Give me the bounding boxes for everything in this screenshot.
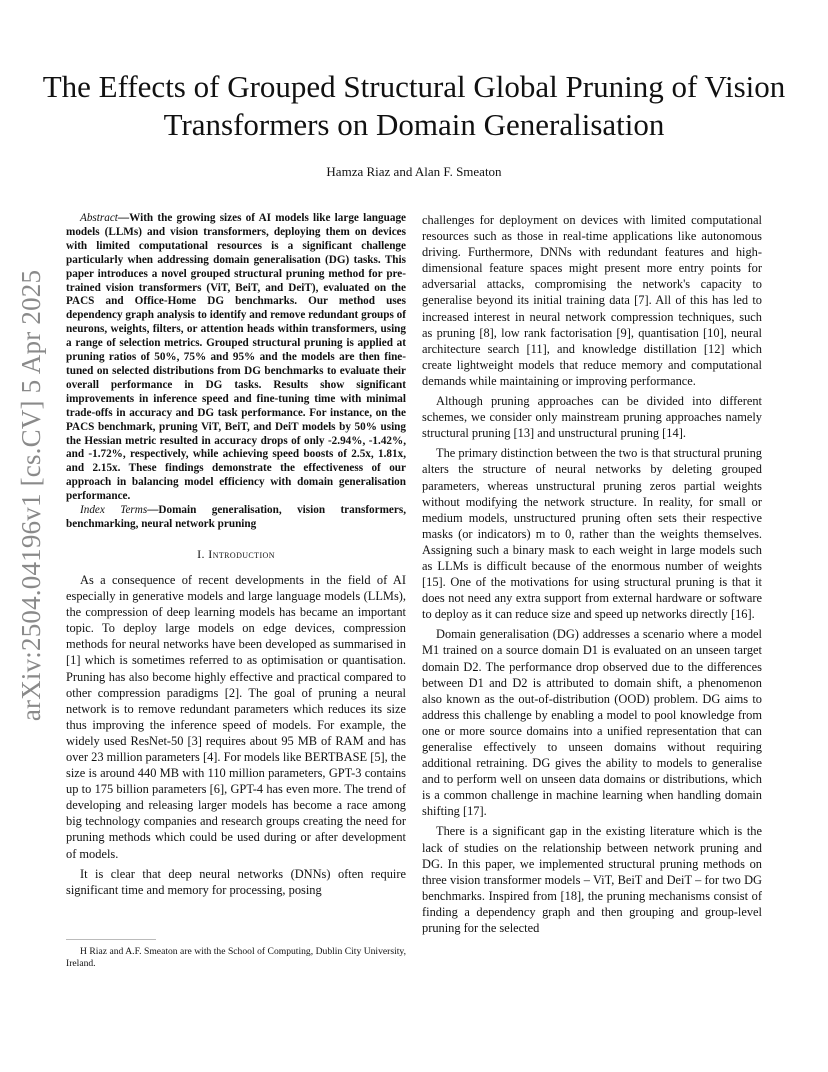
- paragraph: As a consequence of recent developments in the field of AI especially in generative models and large language models (LLMs), the compression of deep learning models has became an important topic. To deploy large models on edge devices, compression methods for neural networks have been developed as summarised in [1] which is sometimes referred to as optimisation or quantisation. Pruning has also become highly effective and practical compared to other compression paradigms [2]. The goal of pruning a neural network is to remove redundant parameters which reduces its size thus improving the inference speed of models. For example, the widely used ResNet-50 [3] requires about 95 MB of RAM and has over 23 million parameters [4]. For models like BERTBASE [5], the size is around 440 MB with 110 million parameters, GPT-3 contains up to 175 billion parameters [6], GPT-4 has even more. The trend of developing and releasing larger models has become a race among big technology companies and research groups creating the need for pruning methods which could be used during or after development of models.: [66, 572, 406, 861]
- section-heading: I. Introduction: [197, 546, 275, 561]
- index-terms-label: Index Terms: [80, 504, 148, 517]
- right-column: [422, 212, 762, 940]
- paper-title: The Effects of Grouped Structural Global Pruning of Vision Transformers on Domain Generalisation: [42, 69, 786, 142]
- abstract-text: —With the growing sizes of AI models like large language models (LLMs) and vision transformers, deploying them on devices with limited computational resources is a significant challenge particularly when addressing domain generalisation (DG) tasks. This paper introduces a novel grouped structural pruning method for pre-trained vision transformers (ViT, BeiT, and DeiT), evaluated on the PACS and Office-Home DG benchmarks. Our method uses dependency graph analysis to identify and remove redundant groups of neurons, weights, filters, or attention heads within transformers, using a range of selection metrics. Grouped structural pruning is applied at pruning ratios of 50%, 75% and 95% and the models are then fine-tuned on selected distributions from DG benchmarks to evaluate their overall performance in DG tasks. Results show significant improvements in inference speed and fine-tuning time with minimal trade-offs in accuracy and DG task performance. For instance, on the PACS benchmark, pruning ViT, BeiT, and DeiT models by 50% using the Hessian metric resulted in accuracy drops of only -2.94%, -1.42%, and -1.72%, respectively, while achieving speed boosts of 2.5x, 1.81x, and 2.15x. These findings demonstrate the effectiveness of our approach in balancing model efficiency with domain generalisation performance.: [66, 212, 406, 503]
- left-column: [66, 212, 406, 902]
- paragraph: challenges for deployment on devices with limited computational resources such as those in real-time applications like autonomous driving. Furthermore, DNNs with redundant features and high-dimensional feature spaces might present more entry points for adversarial attacks, compromising the network's capacity to generalise beyond its initial training data [7]. All of this has led to increased interest in neural network compression techniques, such as pruning [8], low rank factorisation [9], quantisation [10], neural architecture search [11], and knowledge distillation [12] which create lightweight models that reduce memory and computational demands while maintaining or improving performance.: [422, 213, 762, 388]
- abstract: [66, 212, 406, 504]
- paragraph: Domain generalisation (DG) addresses a scenario where a model M1 trained on a source domain D1 is evaluated on an unseen target domain D2. The performance drop observed due to the differences between D1 and D2 is attributed to domain shift, a phenomenon also known as the out-of-distribution (OOD) problem. DG aims to address this challenge by enabling a model to pool knowledge from one or more source domains into a unified representation that can generalise effectively to unseen domains without requiring additional retraining. DG gives the ability to models to generalise and to perform well on unseen data domains or distributions, which is a common challenge in machine learning when handling domain shifting [17].: [422, 627, 762, 819]
- abstract-label: Abstract: [80, 212, 118, 224]
- index-terms-text: —Domain generalisation, vision transformers, benchmarking, neural network pruning: [66, 504, 407, 530]
- paragraph: It is clear that deep neural networks (DNNs) often require significant time and memory for processing, posing: [66, 866, 406, 897]
- paragraph: Although pruning approaches can be divided into different schemes, we consider only mainstream pruning approaches namely structural pruning [13] and unstructural pruning [14].: [422, 394, 762, 441]
- paragraph: The primary distinction between the two is that structural pruning alters the structure of neural networks by deleting grouped parameters, whereas unstructural pruning zeros partial weights without modifying the network structure. In reality, for small or medium models, unstructured pruning often sets their respective masks (or indicators) m to 0, rather than the weights themselves. Assigning such a binary mask to each weight in large models such as LLMs is difficult because of the enormous number of weights [15]. One of the motivations for using structural pruning is that it does not need any extra support from external hardware or software to deploy as it can reduce size and speed up networks directly [16].: [422, 446, 762, 622]
- footnote: H Riaz and A.F. Smeaton are with the School of Computing, Dublin City University, Ireland.: [66, 946, 406, 969]
- index-terms: [66, 504, 406, 532]
- arxiv-watermark: [12, 269, 52, 721]
- arxiv-id: arXiv:2504.04196v1 [cs.CV] 5 Apr 2025: [16, 269, 47, 721]
- footnote-rule: [66, 939, 156, 940]
- paper-authors: Hamza Riaz and Alan F. Smeaton: [326, 164, 502, 179]
- paragraph: There is a significant gap in the existing literature which is the lack of studies on the relationship between network pruning and DG. In this paper, we implemented structural pruning methods on three vision transformer models – ViT, BeiT and DeiT – for two DG benchmarks. Inspired from [18], the pruning mechanisms consist of finding a dependency graph and then grouping and group-level pruning for the selected: [422, 824, 762, 936]
